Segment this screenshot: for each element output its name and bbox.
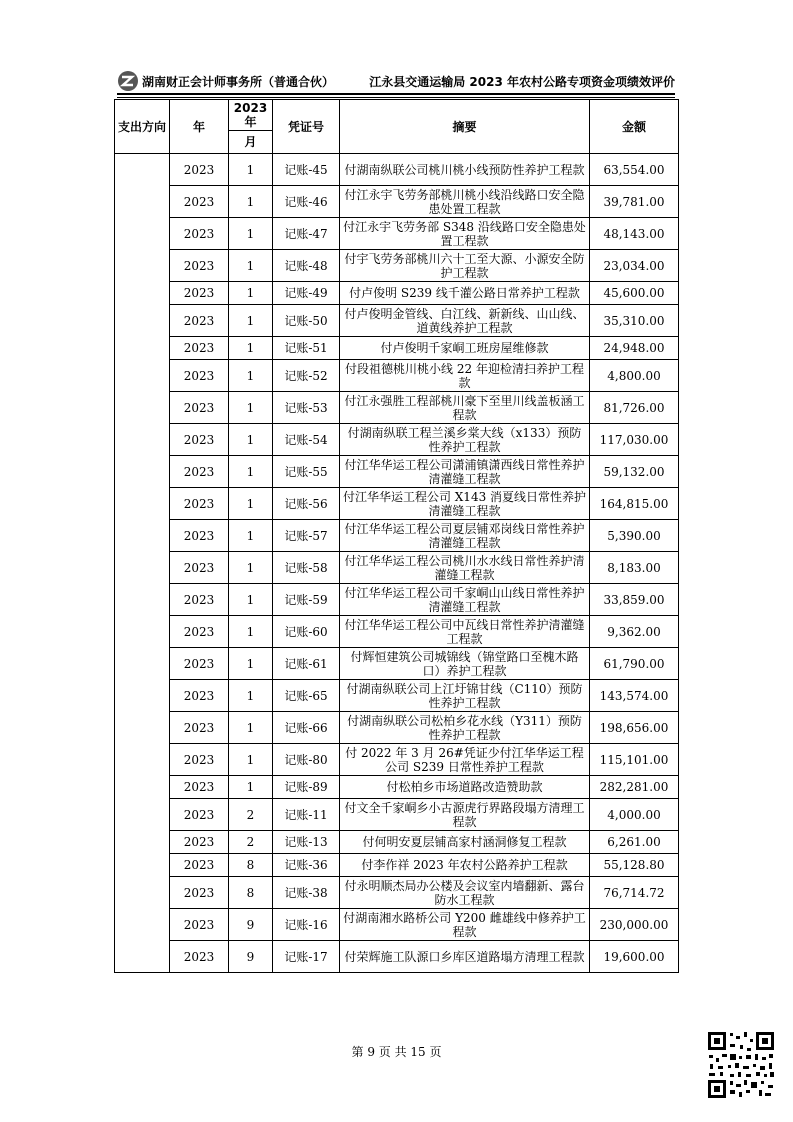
amount-cell: 76,714.72 — [590, 877, 679, 909]
header-rule-thick — [117, 93, 675, 95]
year-cell: 2023 — [170, 337, 229, 360]
amount-cell: 143,574.00 — [590, 680, 679, 712]
year-cell: 2023 — [170, 909, 229, 941]
year-cell: 2023 — [170, 250, 229, 282]
summary-cell: 付江永宇飞劳务部 S348 沿线路口安全隐患处置工程款 — [340, 218, 590, 250]
month-cell: 1 — [229, 250, 273, 282]
table-row — [115, 831, 679, 854]
firm-name: 湖南财正会计师事务所（普通合伙） — [142, 75, 335, 89]
voucher-cell: 记账-13 — [273, 831, 340, 854]
summary-cell: 付江华华运工程公司夏层铺邓岗线日常性养护清灌缝工程款 — [340, 520, 590, 552]
summary-cell: 付荣辉施工队源口乡库区道路塌方清理工程款 — [340, 941, 590, 973]
year-cell: 2023 — [170, 877, 229, 909]
year-cell: 2023 — [170, 584, 229, 616]
month-cell: 2 — [229, 831, 273, 854]
voucher-cell: 记账-66 — [273, 712, 340, 744]
month-cell: 1 — [229, 616, 273, 648]
summary-cell: 付卢俊明金管线、白江线、新新线、山山线、道黄线养护工程款 — [340, 305, 590, 337]
year-cell: 2023 — [170, 680, 229, 712]
table-row — [115, 250, 679, 282]
month-cell: 1 — [229, 648, 273, 680]
summary-cell: 付何明安夏层铺高家村涵洞修复工程款 — [340, 831, 590, 854]
table-row — [115, 877, 679, 909]
summary-cell: 付湖南纵联公司桃川桃小线预防性养护工程款 — [340, 154, 590, 186]
summary-cell: 付 2022 年 3 月 26#凭证少付江华华运工程公司 S239 日常性养护工程款 — [340, 744, 590, 776]
expenditure-table — [114, 99, 679, 973]
amount-cell: 33,859.00 — [590, 584, 679, 616]
amount-cell: 55,128.80 — [590, 854, 679, 877]
table-row — [115, 616, 679, 648]
voucher-cell: 记账-60 — [273, 616, 340, 648]
year-cell: 2023 — [170, 305, 229, 337]
month-cell: 1 — [229, 712, 273, 744]
year-cell: 2023 — [170, 392, 229, 424]
table-row — [115, 154, 679, 186]
page-number: 第 9 页 共 15 页 — [351, 1045, 442, 1059]
table-row — [115, 776, 679, 799]
voucher-cell: 记账-54 — [273, 424, 340, 456]
table-row — [115, 909, 679, 941]
amount-cell: 61,790.00 — [590, 648, 679, 680]
voucher-cell: 记账-46 — [273, 186, 340, 218]
amount-cell: 35,310.00 — [590, 305, 679, 337]
month-cell: 1 — [229, 744, 273, 776]
voucher-cell: 记账-47 — [273, 218, 340, 250]
amount-cell: 9,362.00 — [590, 616, 679, 648]
amount-cell: 4,000.00 — [590, 799, 679, 831]
month-cell: 1 — [229, 680, 273, 712]
voucher-cell: 记账-53 — [273, 392, 340, 424]
amount-cell: 8,183.00 — [590, 552, 679, 584]
summary-cell: 付江华华运工程公司 X143 消夏线日常性养护清灌缝工程款 — [340, 488, 590, 520]
year-cell: 2023 — [170, 282, 229, 305]
amount-cell: 81,726.00 — [590, 392, 679, 424]
voucher-cell: 记账-52 — [273, 360, 340, 392]
month-cell: 1 — [229, 520, 273, 552]
month-cell: 1 — [229, 488, 273, 520]
voucher-cell: 记账-61 — [273, 648, 340, 680]
header-month: 月 — [229, 131, 273, 154]
table-row — [115, 456, 679, 488]
summary-cell: 付永明顺杰局办公楼及会议室内墙翻新、露台防水工程款 — [340, 877, 590, 909]
table-row — [115, 305, 679, 337]
summary-cell: 付段祖德桃川桃小线 22 年迎检清扫养护工程款 — [340, 360, 590, 392]
amount-cell: 19,600.00 — [590, 941, 679, 973]
voucher-cell: 记账-56 — [273, 488, 340, 520]
year-cell: 2023 — [170, 154, 229, 186]
voucher-cell: 记账-50 — [273, 305, 340, 337]
year-cell: 2023 — [170, 799, 229, 831]
month-cell: 1 — [229, 360, 273, 392]
year-cell: 2023 — [170, 854, 229, 877]
summary-cell: 付江华华运工程公司桃川水水线日常性养护清灌缝工程款 — [340, 552, 590, 584]
table-row — [115, 218, 679, 250]
table-row — [115, 186, 679, 218]
voucher-cell: 记账-38 — [273, 877, 340, 909]
year-cell: 2023 — [170, 712, 229, 744]
firm-logo-icon — [117, 70, 139, 92]
table-row — [115, 282, 679, 305]
table-row — [115, 712, 679, 744]
summary-cell: 付江永强胜工程部桃川豪下至里川线盖板涵工程款 — [340, 392, 590, 424]
amount-cell: 115,101.00 — [590, 744, 679, 776]
table-row — [115, 520, 679, 552]
month-cell: 1 — [229, 305, 273, 337]
year-cell: 2023 — [170, 456, 229, 488]
voucher-cell: 记账-51 — [273, 337, 340, 360]
year-cell: 2023 — [170, 831, 229, 854]
table-row — [115, 360, 679, 392]
year-cell: 2023 — [170, 360, 229, 392]
table-row — [115, 680, 679, 712]
voucher-cell: 记账-57 — [273, 520, 340, 552]
month-cell: 1 — [229, 424, 273, 456]
month-cell: 1 — [229, 584, 273, 616]
page-header — [117, 70, 675, 92]
amount-cell: 5,390.00 — [590, 520, 679, 552]
table-row — [115, 424, 679, 456]
header-amount: 金额 — [590, 100, 679, 154]
year-cell: 2023 — [170, 744, 229, 776]
header-rule-thin — [117, 97, 675, 98]
amount-cell: 6,261.00 — [590, 831, 679, 854]
direction-cell — [115, 154, 170, 973]
voucher-cell: 记账-36 — [273, 854, 340, 877]
voucher-cell: 记账-80 — [273, 744, 340, 776]
year-cell: 2023 — [170, 520, 229, 552]
table-row — [115, 392, 679, 424]
year-cell: 2023 — [170, 552, 229, 584]
header-direction: 支出方向 — [115, 100, 170, 154]
table-row — [115, 799, 679, 831]
summary-cell: 付江华华运工程公司潇浦镇潇西线日常性养护清灌缝工程款 — [340, 456, 590, 488]
header-year: 年 — [170, 100, 229, 154]
table-row — [115, 744, 679, 776]
amount-cell: 164,815.00 — [590, 488, 679, 520]
amount-cell: 45,600.00 — [590, 282, 679, 305]
month-cell: 8 — [229, 854, 273, 877]
table-row — [115, 854, 679, 877]
month-cell: 1 — [229, 154, 273, 186]
header-voucher: 凭证号 — [273, 100, 340, 154]
year-cell: 2023 — [170, 648, 229, 680]
year-cell: 2023 — [170, 941, 229, 973]
header-year-month: 2023 年 — [229, 100, 273, 131]
summary-cell: 付辉恒建筑公司城锦线（锦堂路口至槐木路口）养护工程款 — [340, 648, 590, 680]
summary-cell: 付江华华运工程公司千家峒山山线日常性养护清灌缝工程款 — [340, 584, 590, 616]
table-row — [115, 941, 679, 973]
amount-cell: 48,143.00 — [590, 218, 679, 250]
month-cell: 9 — [229, 941, 273, 973]
table-row — [115, 648, 679, 680]
month-cell: 1 — [229, 392, 273, 424]
voucher-cell: 记账-49 — [273, 282, 340, 305]
month-cell: 1 — [229, 776, 273, 799]
amount-cell: 230,000.00 — [590, 909, 679, 941]
amount-cell: 282,281.00 — [590, 776, 679, 799]
voucher-cell: 记账-89 — [273, 776, 340, 799]
table-row — [115, 488, 679, 520]
summary-cell: 付文全千家峒乡小古源虎行界路段塌方清理工程款 — [340, 799, 590, 831]
summary-cell: 付卢俊明千家峒工班房屋维修款 — [340, 337, 590, 360]
voucher-cell: 记账-65 — [273, 680, 340, 712]
summary-cell: 付江华华运工程公司中瓦线日常性养护清灌缝工程款 — [340, 616, 590, 648]
voucher-cell: 记账-48 — [273, 250, 340, 282]
report-title: 江永县交通运输局 2023 年农村公路专项资金项绩效评价 — [369, 75, 675, 89]
table-row — [115, 337, 679, 360]
amount-cell: 39,781.00 — [590, 186, 679, 218]
summary-cell: 付江永宇飞劳务部桃川桃小线沿线路口安全隐患处置工程款 — [340, 186, 590, 218]
month-cell: 1 — [229, 337, 273, 360]
year-cell: 2023 — [170, 616, 229, 648]
summary-cell: 付松柏乡市场道路改造赞助款 — [340, 776, 590, 799]
table-body — [115, 154, 679, 973]
summary-cell: 付宇飞劳务部桃川六十工至大源、小源安全防护工程款 — [340, 250, 590, 282]
voucher-cell: 记账-16 — [273, 909, 340, 941]
qr-code-icon — [706, 1030, 776, 1100]
month-cell: 1 — [229, 282, 273, 305]
voucher-cell: 记账-45 — [273, 154, 340, 186]
month-cell: 1 — [229, 456, 273, 488]
voucher-cell: 记账-17 — [273, 941, 340, 973]
month-cell: 1 — [229, 218, 273, 250]
month-cell: 9 — [229, 909, 273, 941]
header-summary: 摘要 — [340, 100, 590, 154]
voucher-cell: 记账-59 — [273, 584, 340, 616]
month-cell: 8 — [229, 877, 273, 909]
amount-cell: 117,030.00 — [590, 424, 679, 456]
amount-cell: 198,656.00 — [590, 712, 679, 744]
amount-cell: 63,554.00 — [590, 154, 679, 186]
voucher-cell: 记账-11 — [273, 799, 340, 831]
voucher-cell: 记账-58 — [273, 552, 340, 584]
summary-cell: 付湖南纵联工程兰溪乡棠大线（x133）预防性养护工程款 — [340, 424, 590, 456]
summary-cell: 付李作祥 2023 年农村公路养护工程款 — [340, 854, 590, 877]
summary-cell: 付湖南湘水路桥公司 Y200 雌雄线中修养护工程款 — [340, 909, 590, 941]
month-cell: 1 — [229, 186, 273, 218]
summary-cell: 付湖南纵联公司上江圩锦甘线（C110）预防性养护工程款 — [340, 680, 590, 712]
year-cell: 2023 — [170, 424, 229, 456]
amount-cell: 4,800.00 — [590, 360, 679, 392]
amount-cell: 23,034.00 — [590, 250, 679, 282]
year-cell: 2023 — [170, 776, 229, 799]
year-cell: 2023 — [170, 218, 229, 250]
month-cell: 2 — [229, 799, 273, 831]
amount-cell: 24,948.00 — [590, 337, 679, 360]
table-row — [115, 552, 679, 584]
month-cell: 1 — [229, 552, 273, 584]
summary-cell: 付卢俊明 S239 线千灌公路日常养护工程款 — [340, 282, 590, 305]
year-cell: 2023 — [170, 186, 229, 218]
year-cell: 2023 — [170, 488, 229, 520]
summary-cell: 付湖南纵联公司松柏乡花水线（Y311）预防性养护工程款 — [340, 712, 590, 744]
table-row — [115, 584, 679, 616]
voucher-cell: 记账-55 — [273, 456, 340, 488]
amount-cell: 59,132.00 — [590, 456, 679, 488]
